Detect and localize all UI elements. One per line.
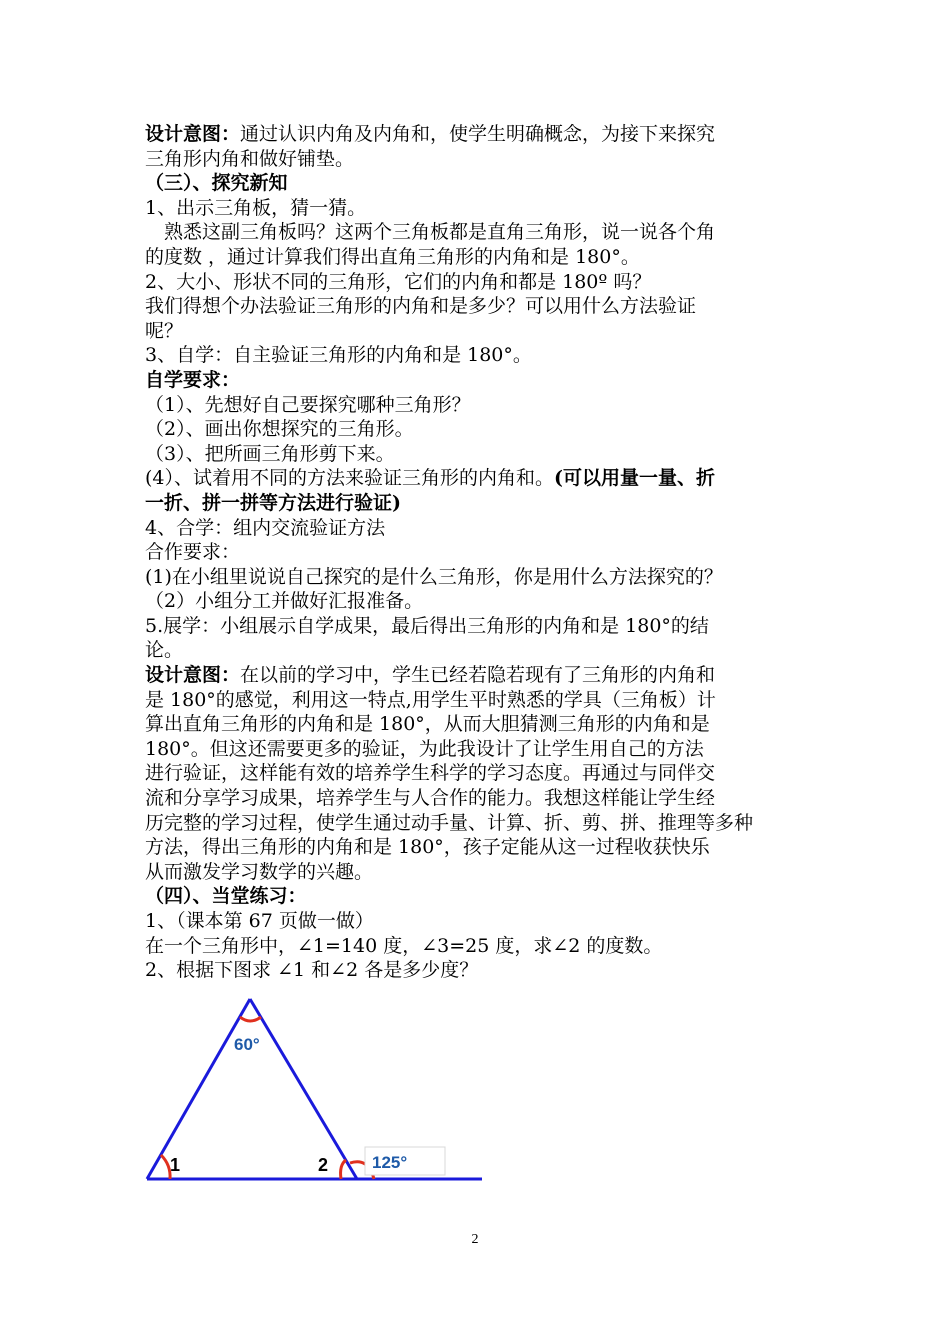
line-text: 180°。但这还需要更多的验证，为此我设计了让学生用自己的方法 (145, 737, 704, 760)
text-line (145, 638, 810, 663)
text-line (145, 811, 810, 836)
line-text: 历完整的学习过程，使学生通过动手量、计算、折、剪、拼、推理等多种 (145, 811, 754, 834)
line-text: 的度数 ，通过计算我们得出直角三角形的内角和是 180°。 (145, 245, 640, 268)
text-line (145, 270, 810, 295)
text-line (145, 786, 810, 811)
text-line (145, 417, 810, 442)
text-line (145, 294, 810, 319)
line-text: 方法，得出三角形的内角和是 180°，孩子定能从这一过程收获快乐 (145, 836, 710, 859)
line-text: 3、自学：自主验证三角形的内角和是 180°。 (145, 344, 532, 367)
line-text: 在一个三角形中，∠1=140 度，∠3=25 度，求∠2 的度数。 (145, 934, 663, 957)
angle-1-label: 1 (170, 1155, 181, 1175)
text-line (145, 122, 810, 147)
text-line (145, 540, 810, 565)
line-text: 进行验证，这样能有效的培养学生科学的学习态度。再通过与同伴交 (145, 762, 716, 785)
heading-text: 自学要求： (145, 368, 241, 391)
text-line (145, 196, 810, 221)
text-line (145, 934, 810, 959)
text-line (145, 343, 810, 368)
text-line (145, 516, 810, 541)
heading-text: 一折、拼一拼等方法进行验证) (145, 491, 401, 514)
section-heading (145, 491, 810, 516)
text-line (145, 220, 810, 245)
angle-1-arc (161, 1155, 170, 1179)
section-heading (145, 368, 810, 393)
text-line (145, 688, 810, 713)
triangle-left-side (147, 999, 250, 1179)
section-heading (145, 884, 810, 909)
line-text: 我们得想个办法验证三角形的内角和是多少？可以用什么方法验证 (145, 295, 697, 318)
line-text: （3）、把所画三角形剪下来。 (145, 442, 395, 465)
text-line (145, 466, 810, 491)
bold-prefix: 设计意图： (145, 664, 241, 687)
line-text: 合作要求： (145, 541, 241, 564)
line-text: 1、出示三角板，猜一猜。 (145, 196, 367, 219)
text-line (145, 319, 810, 344)
text-line (145, 442, 810, 467)
line-text: 熟悉这副三角板吗？这两个三角板都是直角三角形，说一说各个角 (164, 221, 716, 244)
line-text: 1、（课本第 67 页做一做） (145, 910, 374, 932)
line-text: （1）、先想好自己要探究哪种三角形？ (145, 393, 471, 416)
text-line (145, 958, 810, 983)
heading-text: （四）、当堂练习： (145, 885, 307, 908)
top-angle-arc (240, 1017, 261, 1021)
text-line (145, 761, 810, 786)
line-text: (4）、试着用不同的方法来验证三角形的内角和。 (145, 467, 555, 490)
line-text: (1)在小组里说说自己探究的是什么三角形，你是用什么方法探究的？ (145, 565, 723, 588)
line-text: 2、大小、形状不同的三角形，它们的内角和都是 180º 吗？ (145, 270, 652, 293)
line-text: 三角形内角和做好铺垫。 (145, 147, 355, 170)
bold-prefix: 设计意图： (145, 123, 241, 145)
line-text: 是 180°的感觉，利用这一特点,用学生平时熟悉的学具（三角板）计 (145, 688, 716, 711)
line-text: 通过认识内角及内角和，使学生明确概念，为接下来探究 (240, 123, 716, 145)
text-line (145, 712, 810, 737)
line-text: 流和分享学习成果，培养学生与人合作的能力。我想这样能让学生经 (145, 787, 716, 810)
line-text: 从而激发学习数学的兴趣。 (145, 860, 374, 883)
line-text: 在以前的学习中，学生已经若隐若现有了三角形的内角和 (240, 664, 716, 687)
top-angle-label: 60° (234, 1035, 260, 1054)
text-line (145, 245, 810, 270)
text-line (145, 589, 810, 614)
page-number: 2 (471, 1232, 479, 1247)
line-text: 4、合学：组内交流验证方法 (145, 516, 386, 539)
bold-suffix: (可以用量一量、折 (554, 467, 716, 490)
angle-2-label: 2 (318, 1155, 329, 1175)
text-line (145, 835, 810, 860)
line-text: 算出直角三角形的内角和是 180°，从而大胆猜测三角形的内角和是 (145, 713, 710, 736)
text-line (145, 147, 810, 172)
text-line (145, 860, 810, 885)
section-heading (145, 171, 810, 196)
text-line (145, 614, 810, 639)
text-line (145, 565, 810, 590)
line-text: 5.展学：小组展示自学成果，最后得出三角形的内角和是 180°的结 (145, 614, 709, 637)
heading-text: （三）、探究新知 (145, 172, 288, 195)
line-text: （2）、画出你想探究的三角形。 (145, 418, 414, 441)
triangle-figure (140, 995, 500, 1199)
exterior-angle-label: 125° (372, 1153, 408, 1172)
angle-2-arc (341, 1160, 346, 1179)
line-text: 呢？ (145, 319, 184, 342)
text-line (145, 663, 810, 688)
text-line (145, 909, 810, 934)
document-body (145, 122, 810, 983)
line-text: 论。 (145, 639, 184, 662)
text-line (145, 393, 810, 418)
text-line (145, 737, 810, 762)
line-text: 2、根据下图求 ∠1 和∠2 各是多少度？ (145, 959, 479, 982)
line-text: （2）小组分工并做好汇报准备。 (145, 590, 424, 613)
triangle-right-side (250, 999, 357, 1179)
